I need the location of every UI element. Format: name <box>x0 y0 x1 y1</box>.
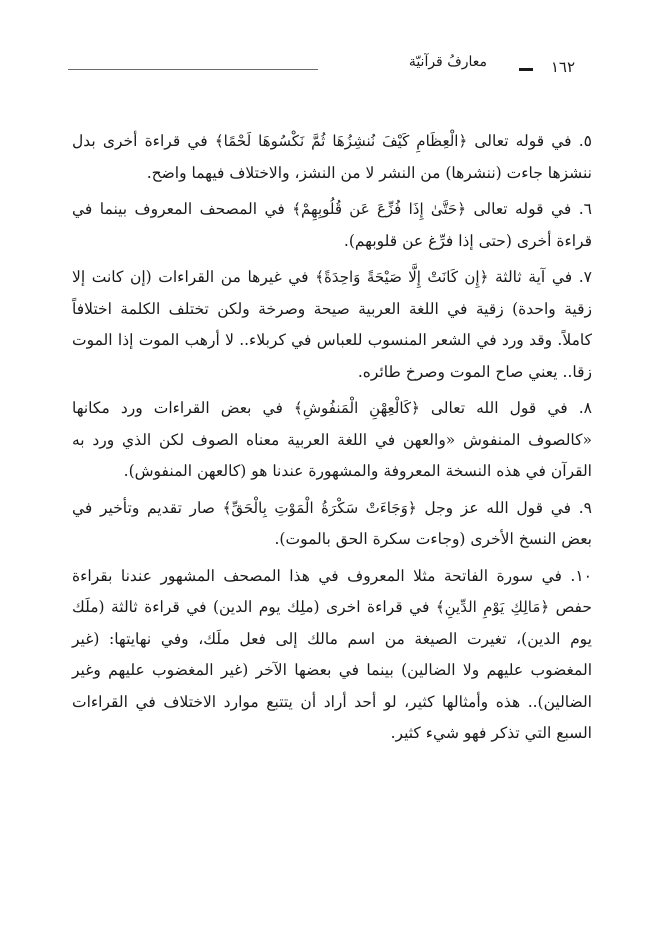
page-body <box>72 126 592 755</box>
quran-quote: ﴿وَجَاءَتْ سَكْرَةُ الْمَوْتِ بِالْحَقِّ﴾ <box>222 498 417 517</box>
item-number: ٧. <box>578 268 592 286</box>
item-number: ١٠. <box>570 566 592 585</box>
list-item-8 <box>72 393 592 488</box>
item-text: في قراءة أخرى بدل ننشزها جاءت (ننشرها) من النشر لا من النشز، والاختلاف فيهما واضح. <box>72 132 592 182</box>
item-text-lead: في قوله تعالى <box>467 132 579 150</box>
item-text: في المصحف المعروف بينما في قراءة أخرى (حتى إذا فرِّغ عن قلوبهم). <box>72 200 592 250</box>
item-text-lead: في قول الله عز وجل <box>416 498 579 517</box>
item-number: ٨. <box>578 399 592 417</box>
item-number: ٩. <box>578 498 592 517</box>
item-number: ٦. <box>578 200 592 218</box>
item-text-lead: في آية ثالثة <box>488 268 579 286</box>
running-header <box>0 54 669 88</box>
list-item-7 <box>72 262 592 388</box>
item-text-lead: في قوله تعالى <box>466 200 579 218</box>
item-text: صار تقديم وتأخير في بعض النسخ الأخرى (وجاءت سكرة الحق بالموت). <box>72 498 592 548</box>
item-text-lead: في قول الله تعالى <box>419 399 579 417</box>
list-item-6 <box>72 194 592 257</box>
header-rule <box>68 69 318 70</box>
list-item-9 <box>72 493 592 556</box>
list-item-5 <box>72 126 592 189</box>
item-text: في غيرها من القراءات (إن كانت إلا زقية واحدة) زقية في اللغة العربية صيحة وصرخة ولكن تختلف الكلمة اختلافاً كاملاً. وقد ورد في الشعر المنسوب للعباس في كربلاء.. لا أرهب الموت إذا الموت زقا.. يعني صاح الموت وصرخ طائره. <box>72 268 592 381</box>
quran-quote: ﴿حَتَّىٰ إِذَا فُزِّعَ عَن قُلُوبِهِمْ﴾ <box>292 200 467 218</box>
page-number: ١٦٢ <box>550 58 575 76</box>
quran-quote: ﴿الْعِظَامِ كَيْفَ نُنشِزُهَا ثُمَّ نَكْسُوهَا لَحْمًا﴾ <box>214 132 468 150</box>
book-title: معارفُ قرآنيّة <box>408 54 487 70</box>
header-dash-mark <box>519 68 533 71</box>
quran-quote: ﴿كَالْعِهْنِ الْمَنفُوشِ﴾ <box>293 399 420 417</box>
quran-quote: ﴿مَالِكِ يَوْمِ الدِّينِ﴾ <box>435 598 550 616</box>
item-number: ٥. <box>578 132 592 150</box>
item-text-lead: في سورة الفاتحة مثلا المعروف في هذا المصحف المشهور عندنا بقراءة حفص <box>72 566 592 616</box>
item-text: في قراءة اخرى (ملِك يوم الدين) في قراءة ثالثة (ملَك يوم الدين)، تغيرت الصيغة من اسم مالك إلى فعل ملَك، وفي نهايتها: (غير المغضوب عليهم ولا الضالين) بينما في بعضها الآخر (غير المغضوب عليهم وغير الضالين).. هذه وأمثالها كثير، لو أحد أراد أن يتتبع موارد الاختلاف في القراءات السبع التي تذكر فهو شيء كثير. <box>72 598 592 742</box>
list-item-10 <box>72 561 592 750</box>
quran-quote: ﴿إِن كَانَتْ إِلَّا صَيْحَةً وَاحِدَةً﴾ <box>315 268 489 286</box>
item-text: في بعض القراءات ورد مكانها «كالصوف المنفوش «والعهن في اللغة العربية معناه الصوف لكن الذي ورد به القرآن في هذه النسخة المعروفة والمشهورة عندنا هو (كالعهن المنفوش). <box>72 399 592 480</box>
